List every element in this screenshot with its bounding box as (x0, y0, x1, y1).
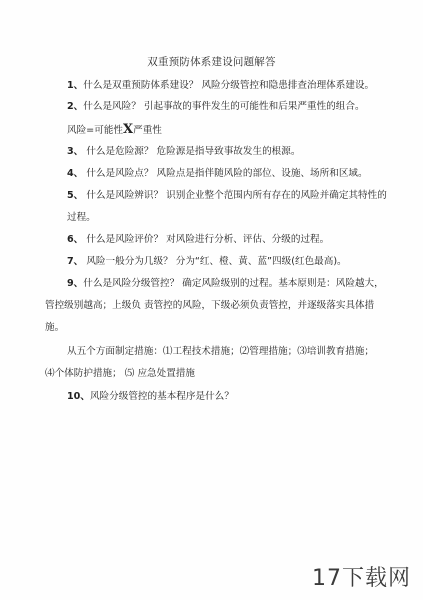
line-number: 1、 (67, 80, 84, 91)
qa-line-10 (67, 391, 234, 403)
line-text: 什么是风险评价？ 对风险进行分析、评估、分级的过程。 (83, 234, 330, 245)
line-number: 9、 (67, 278, 84, 289)
site-watermark: 17下载网 (312, 566, 411, 591)
line-text: 从五个方面制定措施：⑴工程技术措施；⑵管理措施；⑶培训教育措施； (67, 346, 374, 357)
qa-line-6 (67, 234, 329, 246)
line-text: 风险一般分为几级？ 分为“红、橙、黄、蓝”四级(红色最高)。 (83, 256, 347, 267)
qa-line-3 (67, 146, 300, 158)
qa-line-9-cont-1 (45, 300, 374, 312)
formula-prefix: 风险=可能性 (67, 125, 124, 136)
formula-multiply: X (123, 122, 134, 137)
qa-line-5-cont (67, 212, 96, 224)
qa-line-9-cont-2 (45, 322, 64, 334)
measures-line-1 (67, 346, 374, 358)
line-number: 3、 (67, 146, 84, 157)
line-text: 什么是风险点？ 风险点是指伴随风险的部位、设施、场所和区域。 (83, 168, 368, 179)
line-text: 什么是风险？ 引起事故的事件发生的可能性和后果严重性的组合。 (83, 101, 365, 112)
qa-line-2 (67, 101, 365, 113)
document-title: 双重预防体系建设问题解答 (147, 56, 276, 68)
line-text: 什么是风险分级管控？ 确定风险级别的过程。基本原则是：风险越大， (83, 278, 384, 289)
qa-line-4 (67, 168, 368, 180)
line-text: 什么是风险辨识？ 识别企业整个范围内所有存在的风险并确定其特性的 (83, 190, 387, 201)
line-text: ⑷个体防护措施； ⑸ 应急处置措施 (45, 368, 196, 379)
measures-line-2 (45, 368, 195, 380)
line-text: 什么是双重预防体系建设？ 风险分级管控和隐患排查治理体系建设。 (83, 80, 375, 91)
line-text: 风险分级管控的基本程序是什么？ (89, 391, 234, 402)
line-text: 什么是危险源？ 危险源是指导致事故发生的根源。 (83, 146, 301, 157)
line-number: 5、 (67, 190, 84, 201)
line-text: 管控级别越高；上级负 责管控的风险，下级必须负责管控，并逐级落实具体措 (45, 300, 375, 311)
line-text: 过程。 (67, 212, 96, 223)
risk-formula (67, 122, 162, 137)
qa-line-5 (67, 190, 387, 202)
line-text: 施。 (45, 322, 65, 333)
line-number: 2、 (67, 101, 84, 112)
line-number: 7、 (67, 256, 84, 267)
line-number: 4、 (67, 168, 84, 179)
line-number: 6、 (67, 234, 84, 245)
qa-line-1 (67, 80, 374, 92)
formula-suffix: 严重性 (133, 125, 162, 136)
qa-line-9 (67, 278, 384, 290)
line-number: 10、 (67, 391, 90, 402)
qa-line-7 (67, 256, 347, 268)
